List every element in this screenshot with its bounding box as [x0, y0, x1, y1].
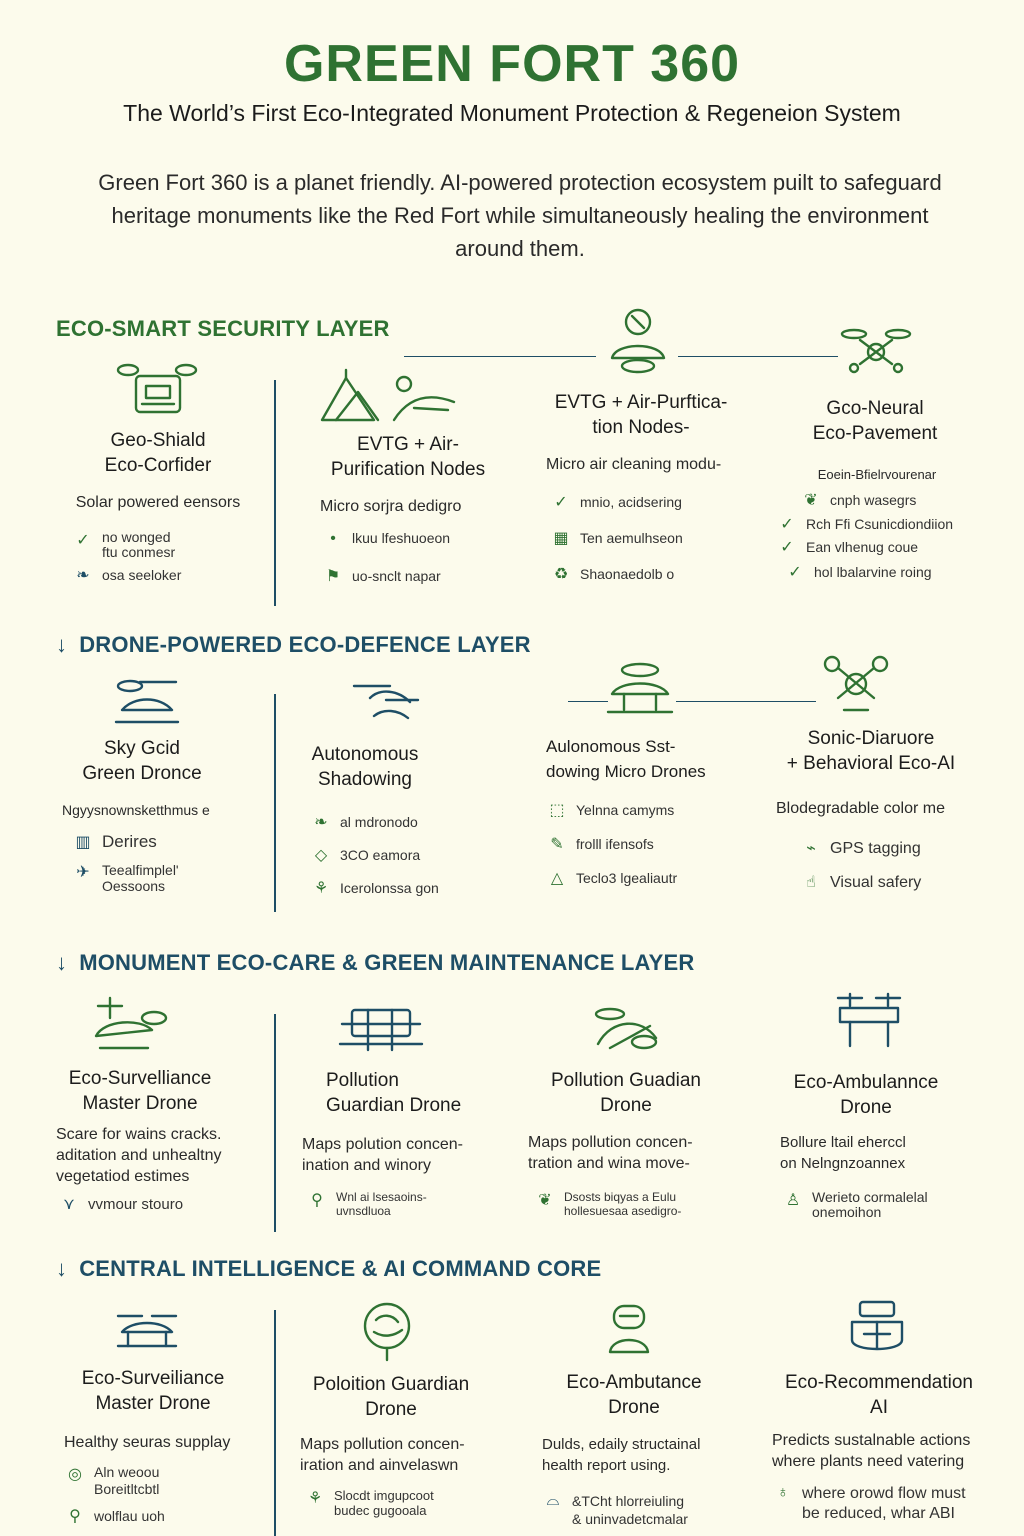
feature-item: ⚲ Wnl ai lsesaoins- uvnsdluoa: [306, 1190, 427, 1218]
feature-item: ❧ osa seeloker: [72, 565, 181, 585]
check-icon: ✓: [780, 539, 794, 556]
plant-icon: ⚘: [307, 1490, 323, 1507]
feature-item: ✈ Teealfimplel' Oessoons: [72, 862, 179, 894]
sprout-icon: ⚲: [311, 1192, 323, 1209]
card-description: Predicts sustalnable actions where plants need vatering: [772, 1432, 971, 1470]
command-drone-icon: [114, 1308, 180, 1352]
quad-drone-icon: [840, 326, 912, 378]
drop-icon: •: [330, 530, 336, 547]
card-title: EVTG + Air- Purification Nodes: [330, 434, 486, 480]
feature-item: ⌓ &TCht hlorreiuling & uninvadetcmalar: [542, 1492, 688, 1528]
drone-small-icon: ⌓: [546, 1492, 560, 1509]
tag-icon: ⌁: [806, 840, 816, 857]
leaf-icon: ❦: [538, 1192, 552, 1209]
check-icon: ✓: [76, 532, 90, 549]
feature-item: ✓ Rch Ffi Csunicdiondiion: [776, 514, 953, 534]
card-title: Eco-Ambulannce Drone: [793, 1072, 939, 1118]
card-title: Geo-Shiald Eco-Corfider: [104, 430, 212, 476]
card-title: Eco-Ambutance Drone: [566, 1372, 702, 1418]
card-title: Gco-Neural Eco-Pavement: [812, 398, 938, 444]
ambulance-drone-icon: [832, 992, 906, 1052]
layer-title-drone-defence: ↓ DRONE-POWERED ECO-DEFENCE LAYER: [56, 632, 531, 657]
sky-drone-icon: [110, 678, 184, 728]
pollution-drone-icon: [590, 1004, 664, 1056]
intro-paragraph: Green Fort 360 is a planet friendly. AI-powered protection ecosystem puilt to safeguard heritage monuments like the Red Fort while simultaneously healing the environment around them.: [98, 170, 942, 261]
divider: [568, 701, 608, 702]
check-icon: ✓: [554, 494, 568, 511]
card-title: Sonic-Diaruore + Behavioral Eco-AI: [786, 728, 956, 774]
feature-item: • lkuu lfeshuoeon: [322, 530, 450, 548]
robot-icon: [604, 1302, 654, 1356]
feature-item: ✎ frolll ifensofs: [546, 834, 654, 854]
feature-item: ❦ Dsosts biqyas a Eulu hollesuesaa asedigro-: [534, 1190, 681, 1218]
card-description: Solar powered eensors: [75, 494, 241, 511]
leaf-icon: ❧: [314, 814, 328, 831]
page-title: GREEN FORT 360: [283, 35, 741, 93]
card-title: Autonomous Shadowing: [311, 744, 419, 790]
leaf-icon: ❧: [76, 567, 90, 584]
layer-title-command-core: ↓ CENTRAL INTELLIGENCE & AI COMMAND CORE: [56, 1256, 602, 1281]
hand-icon: ☝: [806, 874, 816, 891]
feature-item: ❧ al mdronodo: [310, 812, 418, 832]
feature-item: ⋎ vvmour stouro: [58, 1194, 183, 1214]
card-title: Pollution Guardian Drone: [326, 1070, 462, 1116]
card-description: Maps pollution concen- tration and wina move-: [528, 1134, 693, 1172]
divider: [678, 356, 838, 357]
feature-item: ♙ Werieto cormalelal onemoihon: [782, 1190, 928, 1220]
solar-sensor-icon: [112, 358, 200, 418]
drone-icon: [602, 308, 674, 374]
tree-icon: [354, 1302, 420, 1362]
card-description: Healthy seuras supplay: [64, 1434, 231, 1451]
panel-icon: ▦: [553, 530, 569, 547]
feature-item: ◇ 3CO eamora: [310, 845, 420, 865]
feature-item: ⌁ GPS tagging: [800, 838, 921, 858]
card-description: Maps pollution concen- iration and ainvelaswn: [300, 1436, 465, 1474]
card-description: Blodegradable color me: [776, 800, 945, 817]
flag-icon: ⚑: [325, 568, 341, 585]
feature-item: ✓ no wonged ftu conmesr: [72, 530, 175, 560]
feature-item: ❦ cnph wasegrs: [800, 490, 916, 510]
feature-item: ☝ Visual safery: [800, 872, 921, 892]
feature-item: ♁ where orowd flow must be reduced, whar ABI: [772, 1484, 966, 1524]
layer-title-eco-care: ↓ MONUMENT ECO-CARE & GREEN MAINTENANCE LAYER: [56, 950, 695, 975]
feature-item: ▥ Derires: [72, 832, 157, 852]
feature-item: ♻ Shaonaedolb o: [550, 564, 674, 584]
guardian-drone-icon: [338, 1004, 424, 1056]
feature-item: ⚘ Slocdt imgupcoot budec gugooala: [304, 1488, 434, 1518]
master-drone-icon: [90, 996, 172, 1056]
feature-item: ✓ Ean vlhenug coue: [776, 537, 918, 557]
eye-icon: ◇: [314, 847, 328, 864]
card-description: Dulds, edaily structainal health report using.: [542, 1436, 701, 1474]
recycle-icon: ♻: [553, 566, 569, 583]
bell-icon: △: [550, 870, 564, 887]
ai-mask-icon: [846, 1300, 908, 1360]
divider: [404, 356, 596, 357]
sprout-icon: ⚲: [69, 1508, 81, 1525]
micro-drone-icon: [604, 660, 676, 718]
card-title: Aulonomous Sst- dowing Micro Drones: [546, 737, 706, 781]
feature-item: ⚲ wolflau uoh: [64, 1506, 165, 1526]
cube-icon: ⬚: [549, 802, 565, 819]
air-purifier-icon: [318, 368, 462, 426]
check-icon: ✓: [788, 564, 802, 581]
page-subtitle: The World’s First Eco-Integrated Monument Protection & Regeneion System: [123, 100, 901, 126]
feature-item: ⚘ Icerolonssa gon: [310, 878, 439, 898]
card-description: Maps polution concen- ination and winory: [302, 1136, 463, 1174]
divider: [676, 701, 816, 702]
drone-small-icon: ✈: [76, 864, 90, 881]
card-description: Eoein-Bfielrvourenar: [817, 467, 937, 482]
feature-item: ▦ Ten aemulhseon: [550, 528, 683, 548]
plant-icon: ⚘: [313, 880, 329, 897]
card-description: Ngyysnownsketthmus e: [62, 802, 210, 818]
check-icon: ✓: [780, 516, 794, 533]
grass-icon: ⋎: [63, 1196, 75, 1213]
leaf-icon: ❦: [804, 492, 818, 509]
divider: [274, 1014, 276, 1232]
divider: [274, 694, 276, 912]
card-description: Bollure ltail eherccl on Nelngnzoannex: [780, 1134, 906, 1172]
card-description: Micro air cleaning modu-: [546, 456, 722, 473]
feature-item: ⚑ uo-snclt napar: [322, 566, 441, 586]
shadow-drone-icon: [350, 678, 422, 724]
card-title: Eco-Recommendation AI: [785, 1372, 973, 1418]
card-title: Poloition Guardian Drone: [312, 1374, 470, 1420]
pen-icon: ✎: [550, 836, 564, 853]
feature-item: ⬚ Yelnna camyms: [546, 800, 674, 820]
person-icon: ♙: [785, 1192, 801, 1209]
divider: [274, 1310, 276, 1536]
feature-item: △ Teclo3 lgealiautr: [546, 868, 677, 888]
drop-icon: ♁: [777, 1484, 789, 1501]
feature-item: ✓ mnio, acidsering: [550, 492, 682, 512]
card-title: Eco-Survelliance Master Drone: [68, 1068, 212, 1114]
layer-title-security: ECO-SMART SECURITY LAYER: [56, 316, 390, 341]
card-title: Sky Gcid Green Dronce: [82, 738, 202, 784]
card-title: EVTG + Air-Purftica- tion Nodes-: [554, 392, 728, 438]
chart-icon: ▥: [75, 834, 91, 851]
feature-item: ◎ Aln weoou Boreitltcbtl: [64, 1464, 159, 1498]
sonic-drone-icon: [820, 654, 892, 718]
card-title: Eco-Surveiliance Master Drone: [81, 1368, 225, 1414]
card-description: Scare for wains cracks. aditation and unhealtny vegetatiod estimes: [56, 1126, 222, 1185]
feature-item: ✓ hol lbalarvine roing: [784, 562, 932, 582]
card-description: Micro sorjra dedigro: [320, 498, 462, 515]
ring-icon: ◎: [68, 1466, 82, 1483]
card-title: Pollution Guadian Drone: [551, 1070, 701, 1116]
